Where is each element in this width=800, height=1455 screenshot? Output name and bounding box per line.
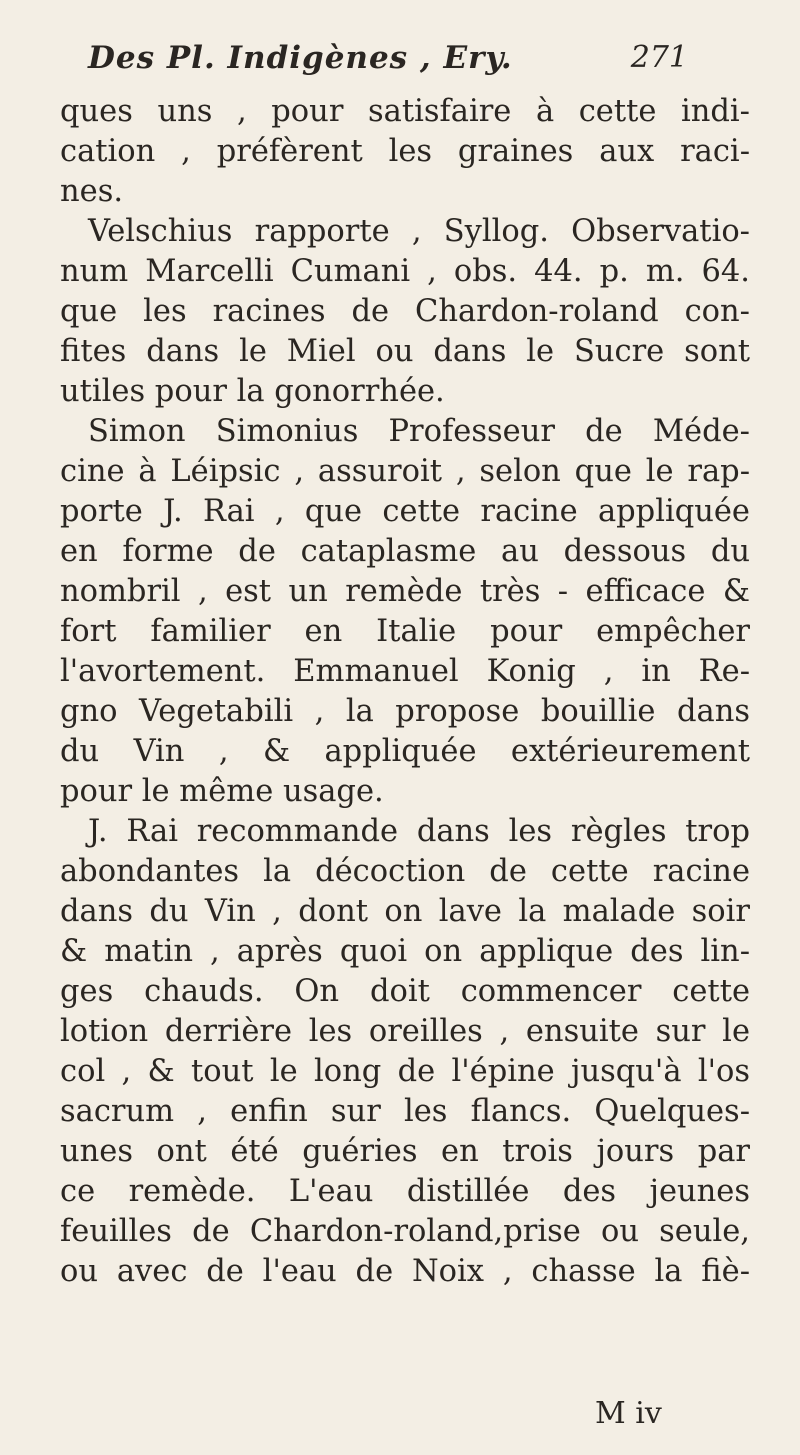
text-line: abondantes la décoction de cette racine [60, 854, 750, 889]
page-number: 271 [630, 40, 688, 75]
text-line: Velschius rapporte , Syllog. Observatio- [88, 214, 750, 249]
text-line: dans du Vin , dont on lave la malade soir [60, 894, 750, 929]
text-line: & matin , après quoi on applique des lin- [60, 934, 750, 969]
text-line: cation , préfèrent les graines aux raci- [60, 134, 750, 169]
text-line: ges chauds. On doit commencer cette [60, 974, 750, 1009]
signature-mark: M iv [595, 1396, 662, 1431]
text-line: ques uns , pour satisfaire à cette indi- [60, 94, 750, 129]
text-line: nes. [60, 174, 124, 209]
text-line: fort familier en Italie pour empêcher [60, 614, 750, 649]
text-line: ce remède. L'eau distillée des jeunes [60, 1174, 750, 1209]
text-line: J. Rai recommande dans les règles trop [88, 814, 750, 849]
text-line: lotion derrière les oreilles , ensuite sur le [60, 1014, 750, 1049]
text-line: gno Vegetabili , la propose bouillie dans [60, 694, 750, 729]
text-line: porte J. Rai , que cette racine appliquée [60, 494, 750, 529]
text-line: Simon Simonius Professeur de Méde- [88, 414, 750, 449]
text-line: feuilles de Chardon-roland,prise ou seule, [60, 1214, 750, 1249]
text-line: ou avec de l'eau de Noix , chasse la fiè- [60, 1254, 750, 1289]
text-line: en forme de cataplasme au dessous du [60, 534, 750, 569]
running-title: Des Pl. Indigènes , Ery. [88, 40, 513, 76]
text-line: fites dans le Miel ou dans le Sucre sont [60, 334, 750, 369]
text-line: pour le même usage. [60, 774, 384, 809]
text-line: que les racines de Chardon-roland con- [60, 294, 750, 329]
text-line: num Marcelli Cumani , obs. 44. p. m. 64. [60, 254, 750, 289]
text-line: cine à Léipsic , assuroit , selon que le rap- [60, 454, 750, 489]
text-line: du Vin , & appliquée extérieurement [60, 734, 750, 769]
text-line: col , & tout le long de l'épine jusqu'à l'os [60, 1054, 750, 1089]
text-line: unes ont été guéries en trois jours par [60, 1134, 750, 1169]
text-line: utiles pour la gonorrhée. [60, 374, 445, 409]
text-line: sacrum , enfin sur les flancs. Quelques- [60, 1094, 750, 1129]
text-line: nombril , est un remède très - efficace & [60, 574, 750, 609]
text-line: l'avortement. Emmanuel Konig , in Re- [60, 654, 750, 689]
